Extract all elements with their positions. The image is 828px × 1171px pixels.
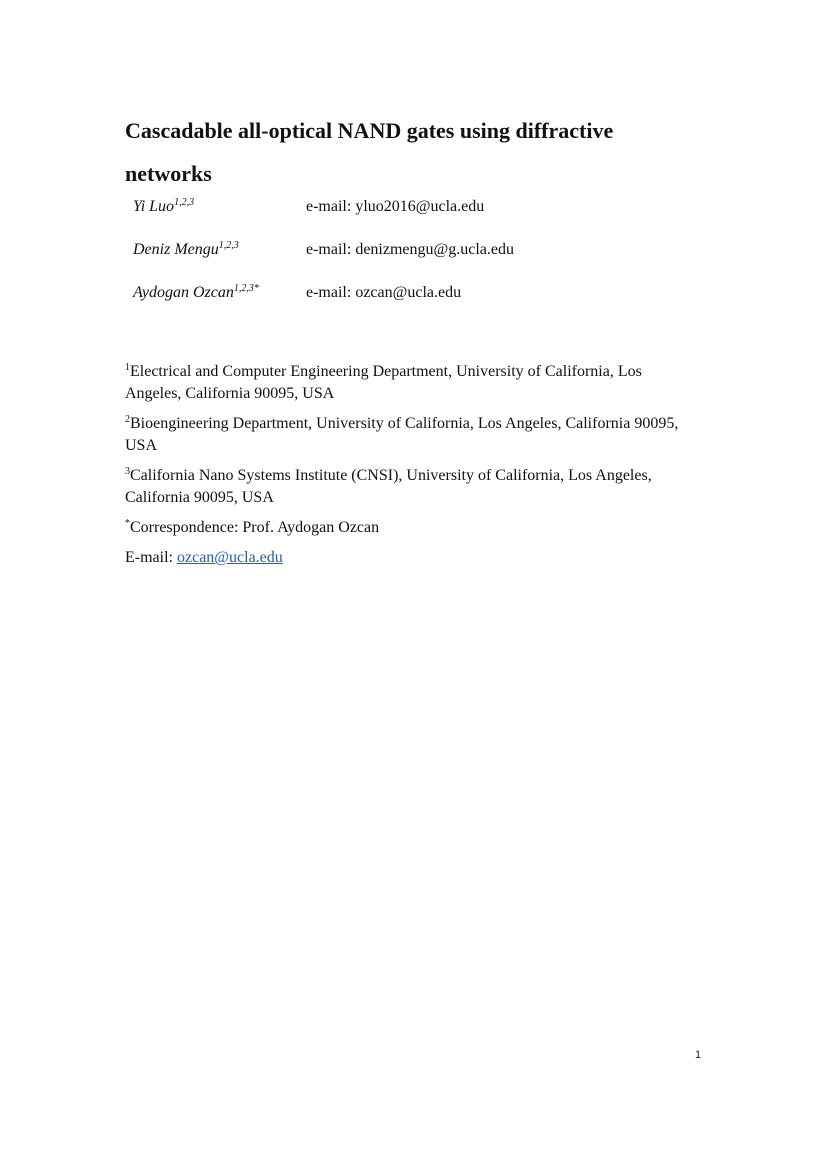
author-row bbox=[133, 241, 653, 284]
author-affiliation-sup: 1,2,3 bbox=[218, 240, 239, 251]
affiliation-item: $^1$Electrical and Computer Engineering Department, University of California, Los Angeles, California 90095, USA bbox=[125, 362, 642, 402]
correspondence-note: *Correspondence: Prof. Aydogan Ozcan bbox=[125, 518, 380, 536]
affiliation-item: $^2$Bioengineering Department, University of California, Los Angeles, California 90095, USA bbox=[125, 414, 679, 454]
author-list bbox=[133, 198, 653, 327]
contact-email-link[interactable]: ozcan@ucla.edu bbox=[176, 549, 283, 566]
affiliation-item: $^3$California Nano Systems Institute (CNSI), University of California, Los Angeles, California 90095, USA bbox=[125, 466, 652, 506]
author-email: e-mail: denizmengu@g.ucla.edu bbox=[306, 241, 514, 258]
author-email: e-mail: yluo2016@ucla.edu bbox=[306, 198, 485, 215]
paper-title: Cascadable all-optical NAND gates using diffractive networks bbox=[125, 118, 614, 186]
author-row bbox=[133, 198, 653, 241]
author-affiliation-sup: 1,2,3* bbox=[233, 283, 259, 294]
author-row bbox=[133, 284, 653, 327]
author-name: Yi Luo$^{1,2,3}$ bbox=[133, 197, 195, 215]
affiliations bbox=[125, 361, 695, 569]
author-name: Deniz Mengu$^{1,2,3}$ bbox=[133, 240, 239, 258]
author-name: Aydogan Ozcan$^{1,2,3*}$ bbox=[133, 283, 259, 301]
page-number: 1 bbox=[695, 1049, 702, 1061]
author-email: e-mail: ozcan@ucla.edu bbox=[306, 284, 462, 301]
contact-email-line: E-mail: ozcan@ucla.edu bbox=[125, 549, 283, 566]
author-affiliation-sup: 1,2,3 bbox=[174, 197, 195, 208]
